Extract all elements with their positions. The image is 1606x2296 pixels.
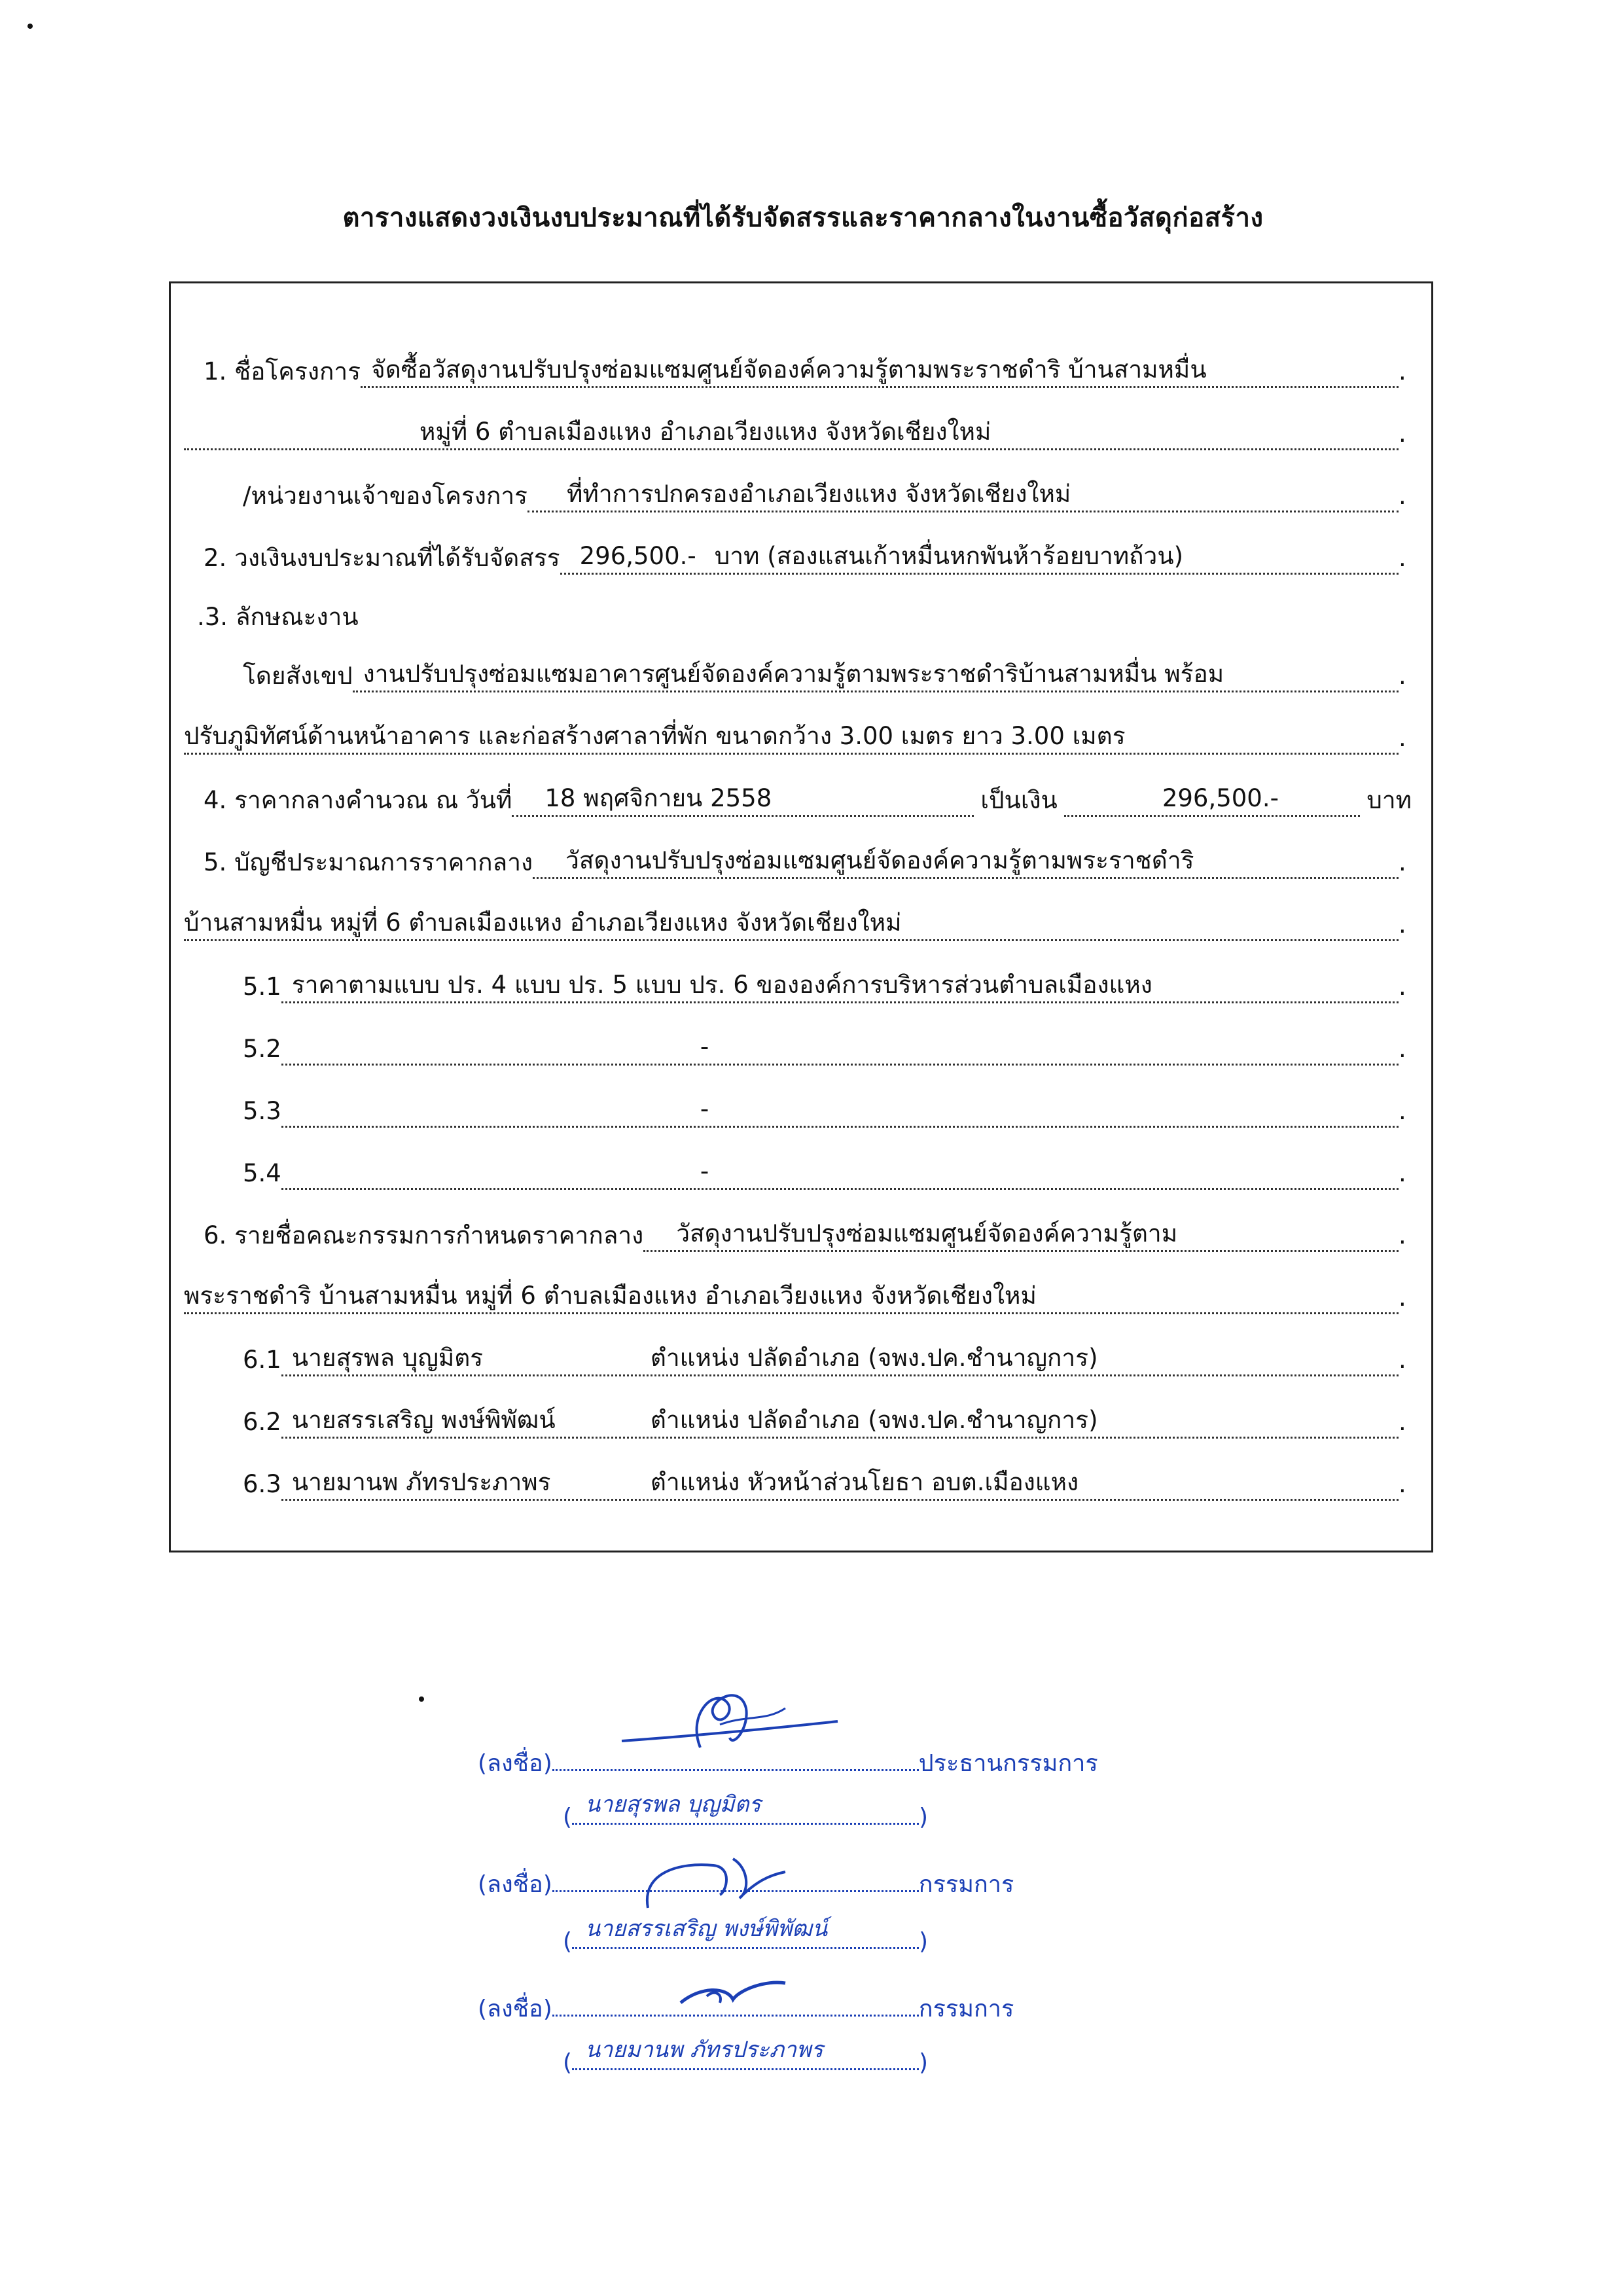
item1-label: 1. ชื่อโครงการ [204,357,361,386]
scan-speck [27,24,33,29]
item6-row: 6. รายชื่อคณะกรรมการกำหนดราคากลาง วัสดุงานปรับปรุงซ่อมแซมศูนย์จัดองค์ความรู้ตาม . [204,1213,1405,1252]
signature-role: กรรมการ [918,1871,1014,1898]
item4-amount: 296,500.- [1162,784,1279,813]
handwritten-name: นายมานพ ภัทรประภาพร [585,2037,823,2063]
item1-owner-label: /หน่วยงานเจ้าของโครงการ [243,482,528,511]
item5-sub-row: 5.2 - . [243,1026,1405,1066]
committee-member-row: 6.1 นายสุรพล บุญมิตร ตำแหน่ง ปลัดอำเภอ (จพง.ปค.ชำนาญการ) . [243,1337,1405,1376]
signature-name-member2: ( นายมานพ ภัทรประภาพร ) [563,2049,928,2076]
item4-money-label: เป็นเงิน [980,786,1058,815]
item5-value: วัสดุงานปรับปรุงซ่อมแซมศูนย์จัดองค์ความรู้ตามพระราชดำริ [565,846,1194,875]
member-name: นายสุรพล บุญมิตร [291,1344,484,1372]
item3-summary-row2: ปรับภูมิทัศน์ด้านหน้าอาคาร และก่อสร้างศาลาที่พัก ขนาดกว้าง 3.00 เมตร ยาว 3.00 เมตร . [184,715,1405,755]
item3-row [197,594,1405,634]
member-num: 6.3 [243,1470,281,1499]
item3-summary2: ปรับภูมิทัศน์ด้านหน้าอาคาร และก่อสร้างศาลาที่พัก ขนาดกว้าง 3.00 เมตร ยาว 3.00 เมตร [184,722,1126,751]
item6-row2: พระราชดำริ บ้านสามหมื่น หมู่ที่ 6 ตำบลเมืองแหง อำเภอเวียงแหง จังหวัดเชียงใหม่ . [184,1275,1405,1314]
item5-sub-num: 5.1 [243,973,281,1001]
item4-unit: บาท [1366,786,1412,815]
signature-name-chairman: ( นายสุรพล บุญมิตร ) [563,1803,928,1831]
item1-value: จัดซื้อวัสดุงานปรับปรุงซ่อมแซมศูนย์จัดองค์ความรู้ตามพระราชดำริ บ้านสามหมื่น [371,355,1207,384]
item5-sub-row: 5.3 - . [243,1088,1405,1128]
item5-sub-num: 5.4 [243,1159,281,1188]
document-title: ตารางแสดงวงเงินงบประมาณที่ได้รับจัดสรรและราคากลางในงานซื้อวัสดุก่อสร้าง [342,203,1264,233]
signature-label: (ลงชื่อ) [478,1871,552,1898]
item5-sub-text: ราคาตามแบบ ปร. 4 แบบ ปร. 5 แบบ ปร. 6 ขององค์การบริหารส่วนตำบลเมืองแหง [291,971,1152,999]
scan-speck [419,1696,424,1702]
item5-sub-text: - [700,1095,709,1124]
signature-label: (ลงชื่อ) [478,1750,552,1777]
item4-date: 18 พฤศจิกายน 2558 [544,784,772,813]
member-position: ตำแหน่ง หัวหน้าส่วนโยธา อบต.เมืองแหง [650,1468,1079,1497]
content-box [169,281,1433,1552]
signature-line-member2 [478,1990,1014,2027]
item5-value2: บ้านสามหมื่น หมู่ที่ 6 ตำบลเมืองแหง อำเภอเวียงแหง จังหวัดเชียงใหม่ [184,908,902,937]
committee-member-row: 6.3 นายมานพ ภัทรประภาพร ตำแหน่ง หัวหน้าส่วนโยธา อบต.เมืองแหง . [243,1462,1405,1501]
item6-value2: พระราชดำริ บ้านสามหมื่น หมู่ที่ 6 ตำบลเมืองแหง อำเภอเวียงแหง จังหวัดเชียงใหม่ [184,1282,1037,1310]
signature-role: ประธานกรรมการ [918,1750,1098,1777]
member-num: 6.1 [243,1346,281,1374]
member-name: นายสรรเสริญ พงษ์พิพัฒน์ [291,1406,556,1435]
item5-label: 5. บัญชีประมาณการราคากลาง [204,848,533,877]
item5-row: 5. บัญชีประมาณการราคากลาง วัสดุงานปรับปรุงซ่อมแซมศูนย์จัดองค์ความรู้ตามพระราชดำริ . [204,840,1405,879]
signature-role: กรรมการ [918,1996,1014,2022]
signature-line-chairman [478,1744,1098,1782]
member-position: ตำแหน่ง ปลัดอำเภอ (จพง.ปค.ชำนาญการ) [650,1344,1098,1372]
item5-sub-row: 5.1 ราคาตามแบบ ปร. 4 แบบ ปร. 5 แบบ ปร. 6 ขององค์การบริหารส่วนตำบลเมืองแหง . [243,964,1405,1003]
item2-row: 2. วงเงินงบประมาณที่ได้รับจัดสรร 296,500.- บาท (สองแสนเก้าหมื่นหกพันห้าร้อยบาทถ้วน) . [204,535,1405,575]
item5-sub-text: - [700,1033,709,1062]
item1-row2: หมู่ที่ 6 ตำบลเมืองแหง อำเภอเวียงแหง จังหวัดเชียงใหม่ . [184,411,1405,450]
item1-owner-value: ที่ทำการปกครองอำเภอเวียงแหง จังหวัดเชียงใหม่ [567,480,1071,509]
member-num: 6.2 [243,1408,281,1437]
member-position: ตำแหน่ง ปลัดอำเภอ (จพง.ปค.ชำนาญการ) [650,1406,1098,1435]
item5-row2: บ้านสามหมื่น หมู่ที่ 6 ตำบลเมืองแหง อำเภอเวียงแหง จังหวัดเชียงใหม่ . [184,902,1405,941]
item3-label: .3. ลักษณะงาน [197,603,359,632]
item1-value2: หมู่ที่ 6 ตำบลเมืองแหง อำเภอเวียงแหง จังหวัดเชียงใหม่ [419,418,991,446]
item5-sub-num: 5.2 [243,1035,281,1064]
item4-label: 4. ราคากลางคำนวณ ณ วันที่ [204,786,512,815]
handwritten-name: นายสรรเสริญ พงษ์พิพัฒน์ [585,1916,828,1942]
item4-row [204,778,1412,817]
item3-summary-label: โดยสังเขป [243,662,353,691]
item1-row: 1. ชื่อโครงการ จัดซื้อวัสดุงานปรับปรุงซ่อมแซมศูนย์จัดองค์ความรู้ตามพระราชดำริ บ้านสามหมื่น . [204,349,1405,388]
item6-value: วัสดุงานปรับปรุงซ่อมแซมศูนย์จัดองค์ความรู้ตาม [676,1219,1178,1248]
signature-name-member1: ( นายสรรเสริญ พงษ์พิพัฒน์ ) [563,1928,928,1955]
handwritten-name: นายสุรพล บุญมิตร [585,1791,761,1818]
item5-sub-num: 5.3 [243,1097,281,1126]
item5-sub-text: - [700,1157,709,1186]
item2-text: บาท (สองแสนเก้าหมื่นหกพันห้าร้อยบาทถ้วน) [714,542,1184,571]
committee-member-row: 6.2 นายสรรเสริญ พงษ์พิพัฒน์ ตำแหน่ง ปลัดอำเภอ (จพง.ปค.ชำนาญการ) . [243,1399,1405,1439]
member-name: นายมานพ ภัทรประภาพร [291,1468,551,1497]
item5-sub-row: 5.4 - . [243,1151,1405,1190]
item1-owner-row: /หน่วยงานเจ้าของโครงการ ที่ทำการปกครองอำเภอเวียงแหง จังหวัดเชียงใหม่ . [243,473,1405,512]
signature-label: (ลงชื่อ) [478,1996,552,2022]
item3-summary-row: โดยสังเขป งานปรับปรุงซ่อมแซมอาคารศูนย์จัดองค์ความรู้ตามพระราชดำริบ้านสามหมื่น พร้อม . [243,653,1405,692]
item6-label: 6. รายชื่อคณะกรรมการกำหนดราคากลาง [204,1221,644,1250]
item3-summary: งานปรับปรุงซ่อมแซมอาคารศูนย์จัดองค์ความรู้ตามพระราชดำริบ้านสามหมื่น พร้อม [363,660,1224,689]
item2-label: 2. วงเงินงบประมาณที่ได้รับจัดสรร [204,544,560,573]
item2-amount: 296,500.- [579,542,696,571]
signature-line-member1 [478,1865,1014,1903]
